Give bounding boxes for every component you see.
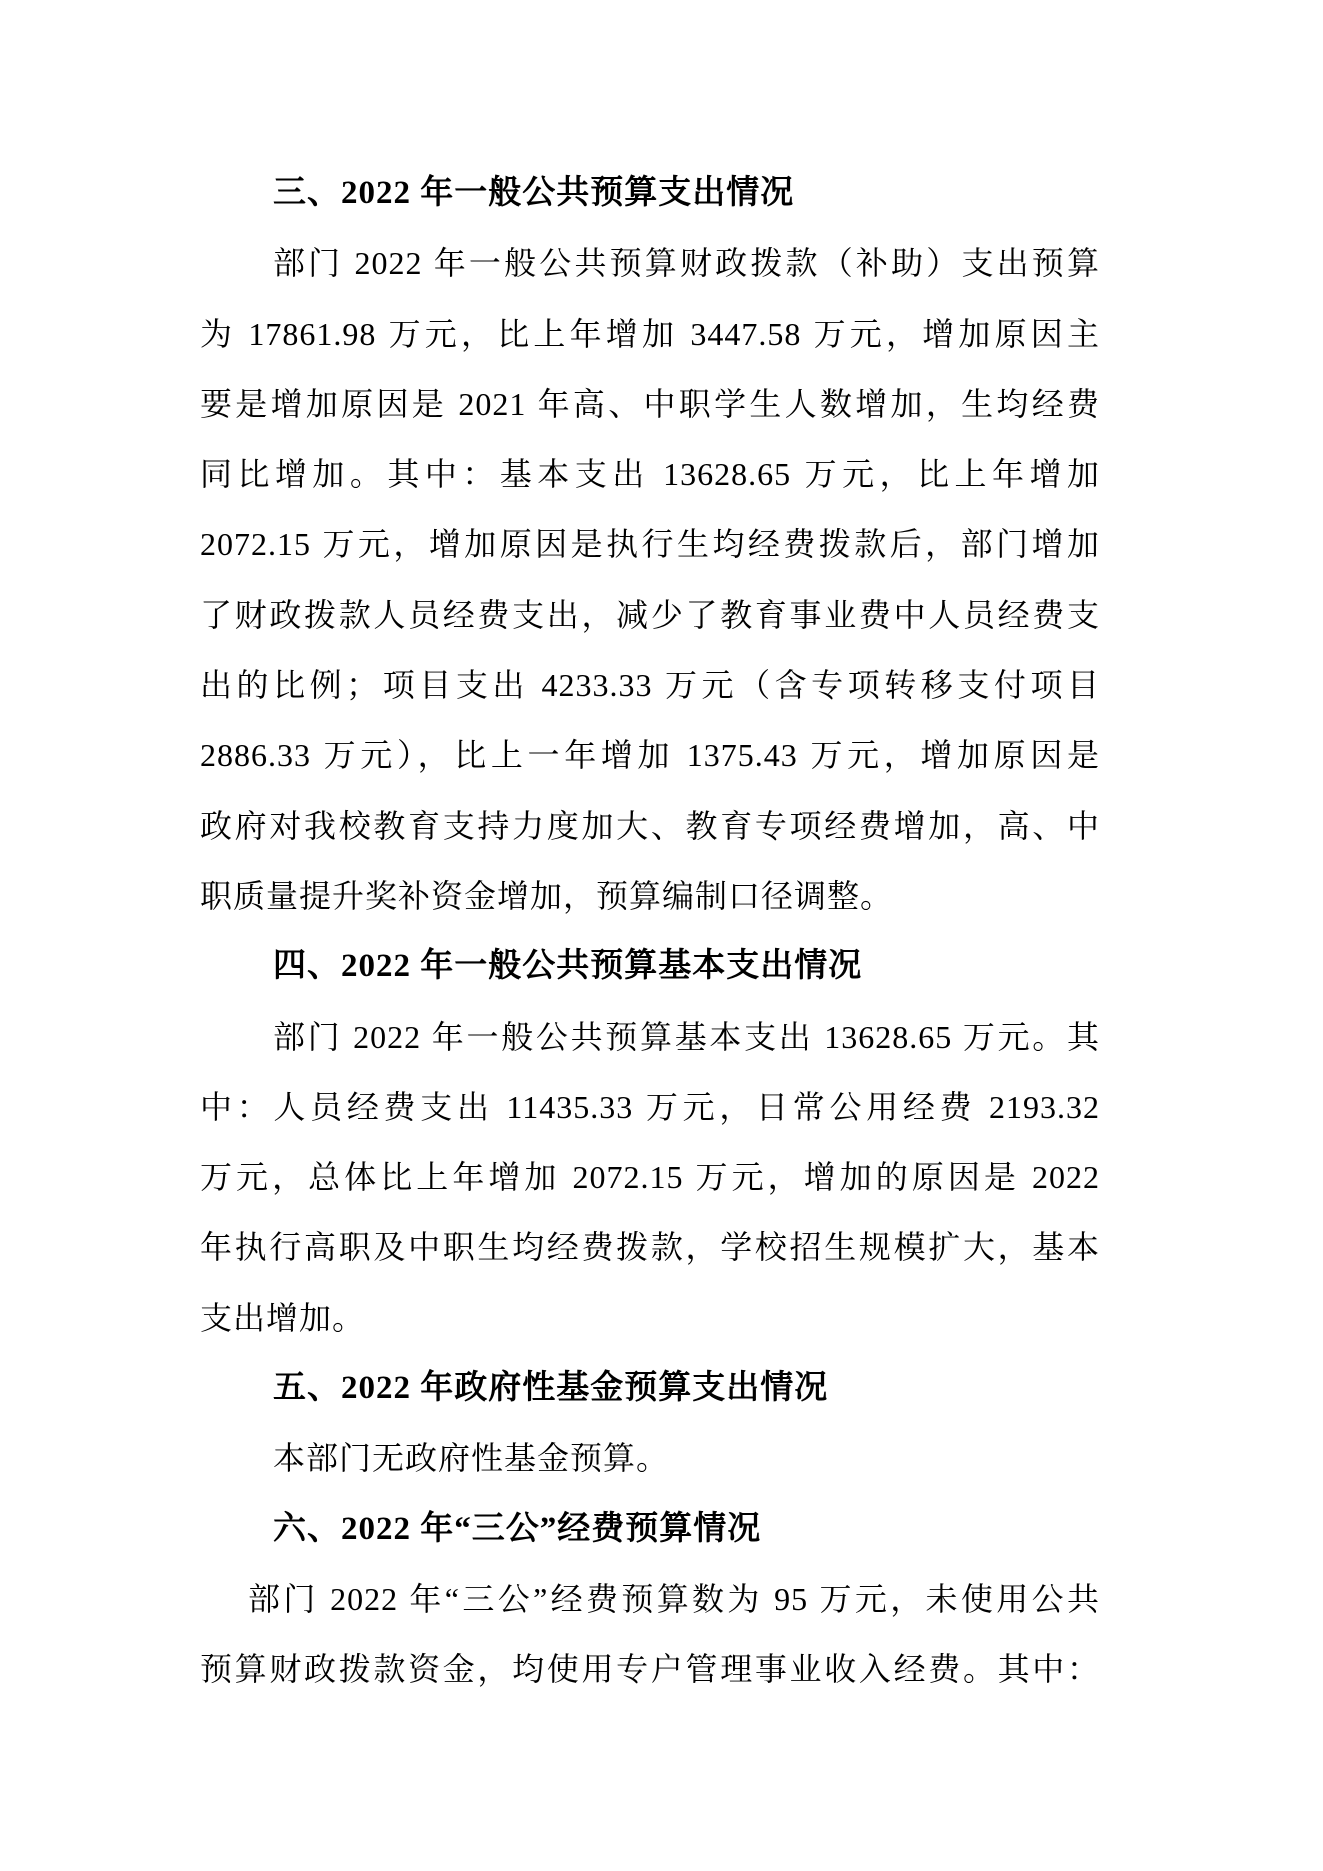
paragraph-line: 部门 2022 年一般公共预算财政拨款（补助）支出预算 (273, 245, 1100, 282)
paragraph-line: 部门 2022 年一般公共预算基本支出 13628.65 万元。其 (273, 1018, 1100, 1055)
paragraph-line: 政府对我校教育支持力度加大、教育专项经费增加，高、中 (200, 807, 1100, 844)
paragraph-line: 万元，总体比上年增加 2072.15 万元，增加的原因是 2022 (200, 1159, 1100, 1196)
paragraph-line: 支出增加。 (200, 1299, 366, 1336)
paragraph-line: 要是增加原因是 2021 年高、中职学生人数增加，生均经费 (200, 385, 1100, 422)
paragraph-line: 本部门无政府性基金预算。 (273, 1440, 670, 1477)
paragraph-line: 为 17861.98 万元，比上年增加 3447.58 万元，增加原因主 (200, 315, 1100, 352)
paragraph-line: 出的比例；项目支出 4233.33 万元（含专项转移支付项目 (200, 667, 1100, 704)
paragraph-line: 部门 2022 年“三公”经费预算数为 95 万元，未使用公共 (248, 1580, 1100, 1617)
document-text-block (200, 158, 1100, 1705)
paragraph-line: 职质量提升奖补资金增加，预算编制口径调整。 (200, 877, 894, 914)
paragraph-line: 2072.15 万元，增加原因是执行生均经费拨款后，部门增加 (200, 526, 1100, 563)
paragraph-line: 预算财政拨款资金，均使用专户管理事业收入经费。其中： (200, 1651, 1100, 1688)
section-heading-6: 六、2022 年“三公”经费预算情况 (273, 1510, 762, 1547)
section-heading-5: 五、2022 年政府性基金预算支出情况 (273, 1370, 829, 1407)
section-heading-4: 四、2022 年一般公共预算基本支出情况 (273, 948, 863, 985)
section-heading-3: 三、2022 年一般公共预算支出情况 (273, 175, 795, 211)
paragraph-line: 年执行高职及中职生均经费拨款，学校招生规模扩大，基本 (200, 1229, 1100, 1266)
paragraph-line: 同比增加。其中：基本支出 13628.65 万元，比上年增加 (200, 456, 1100, 493)
paragraph-line: 中：人员经费支出 11435.33 万元，日常公用经费 2193.32 (200, 1088, 1100, 1125)
paragraph-line: 了财政拨款人员经费支出，减少了教育事业费中人员经费支 (200, 596, 1100, 633)
paragraph-line: 2886.33 万元），比上一年增加 1375.43 万元，增加原因是 (200, 737, 1100, 774)
